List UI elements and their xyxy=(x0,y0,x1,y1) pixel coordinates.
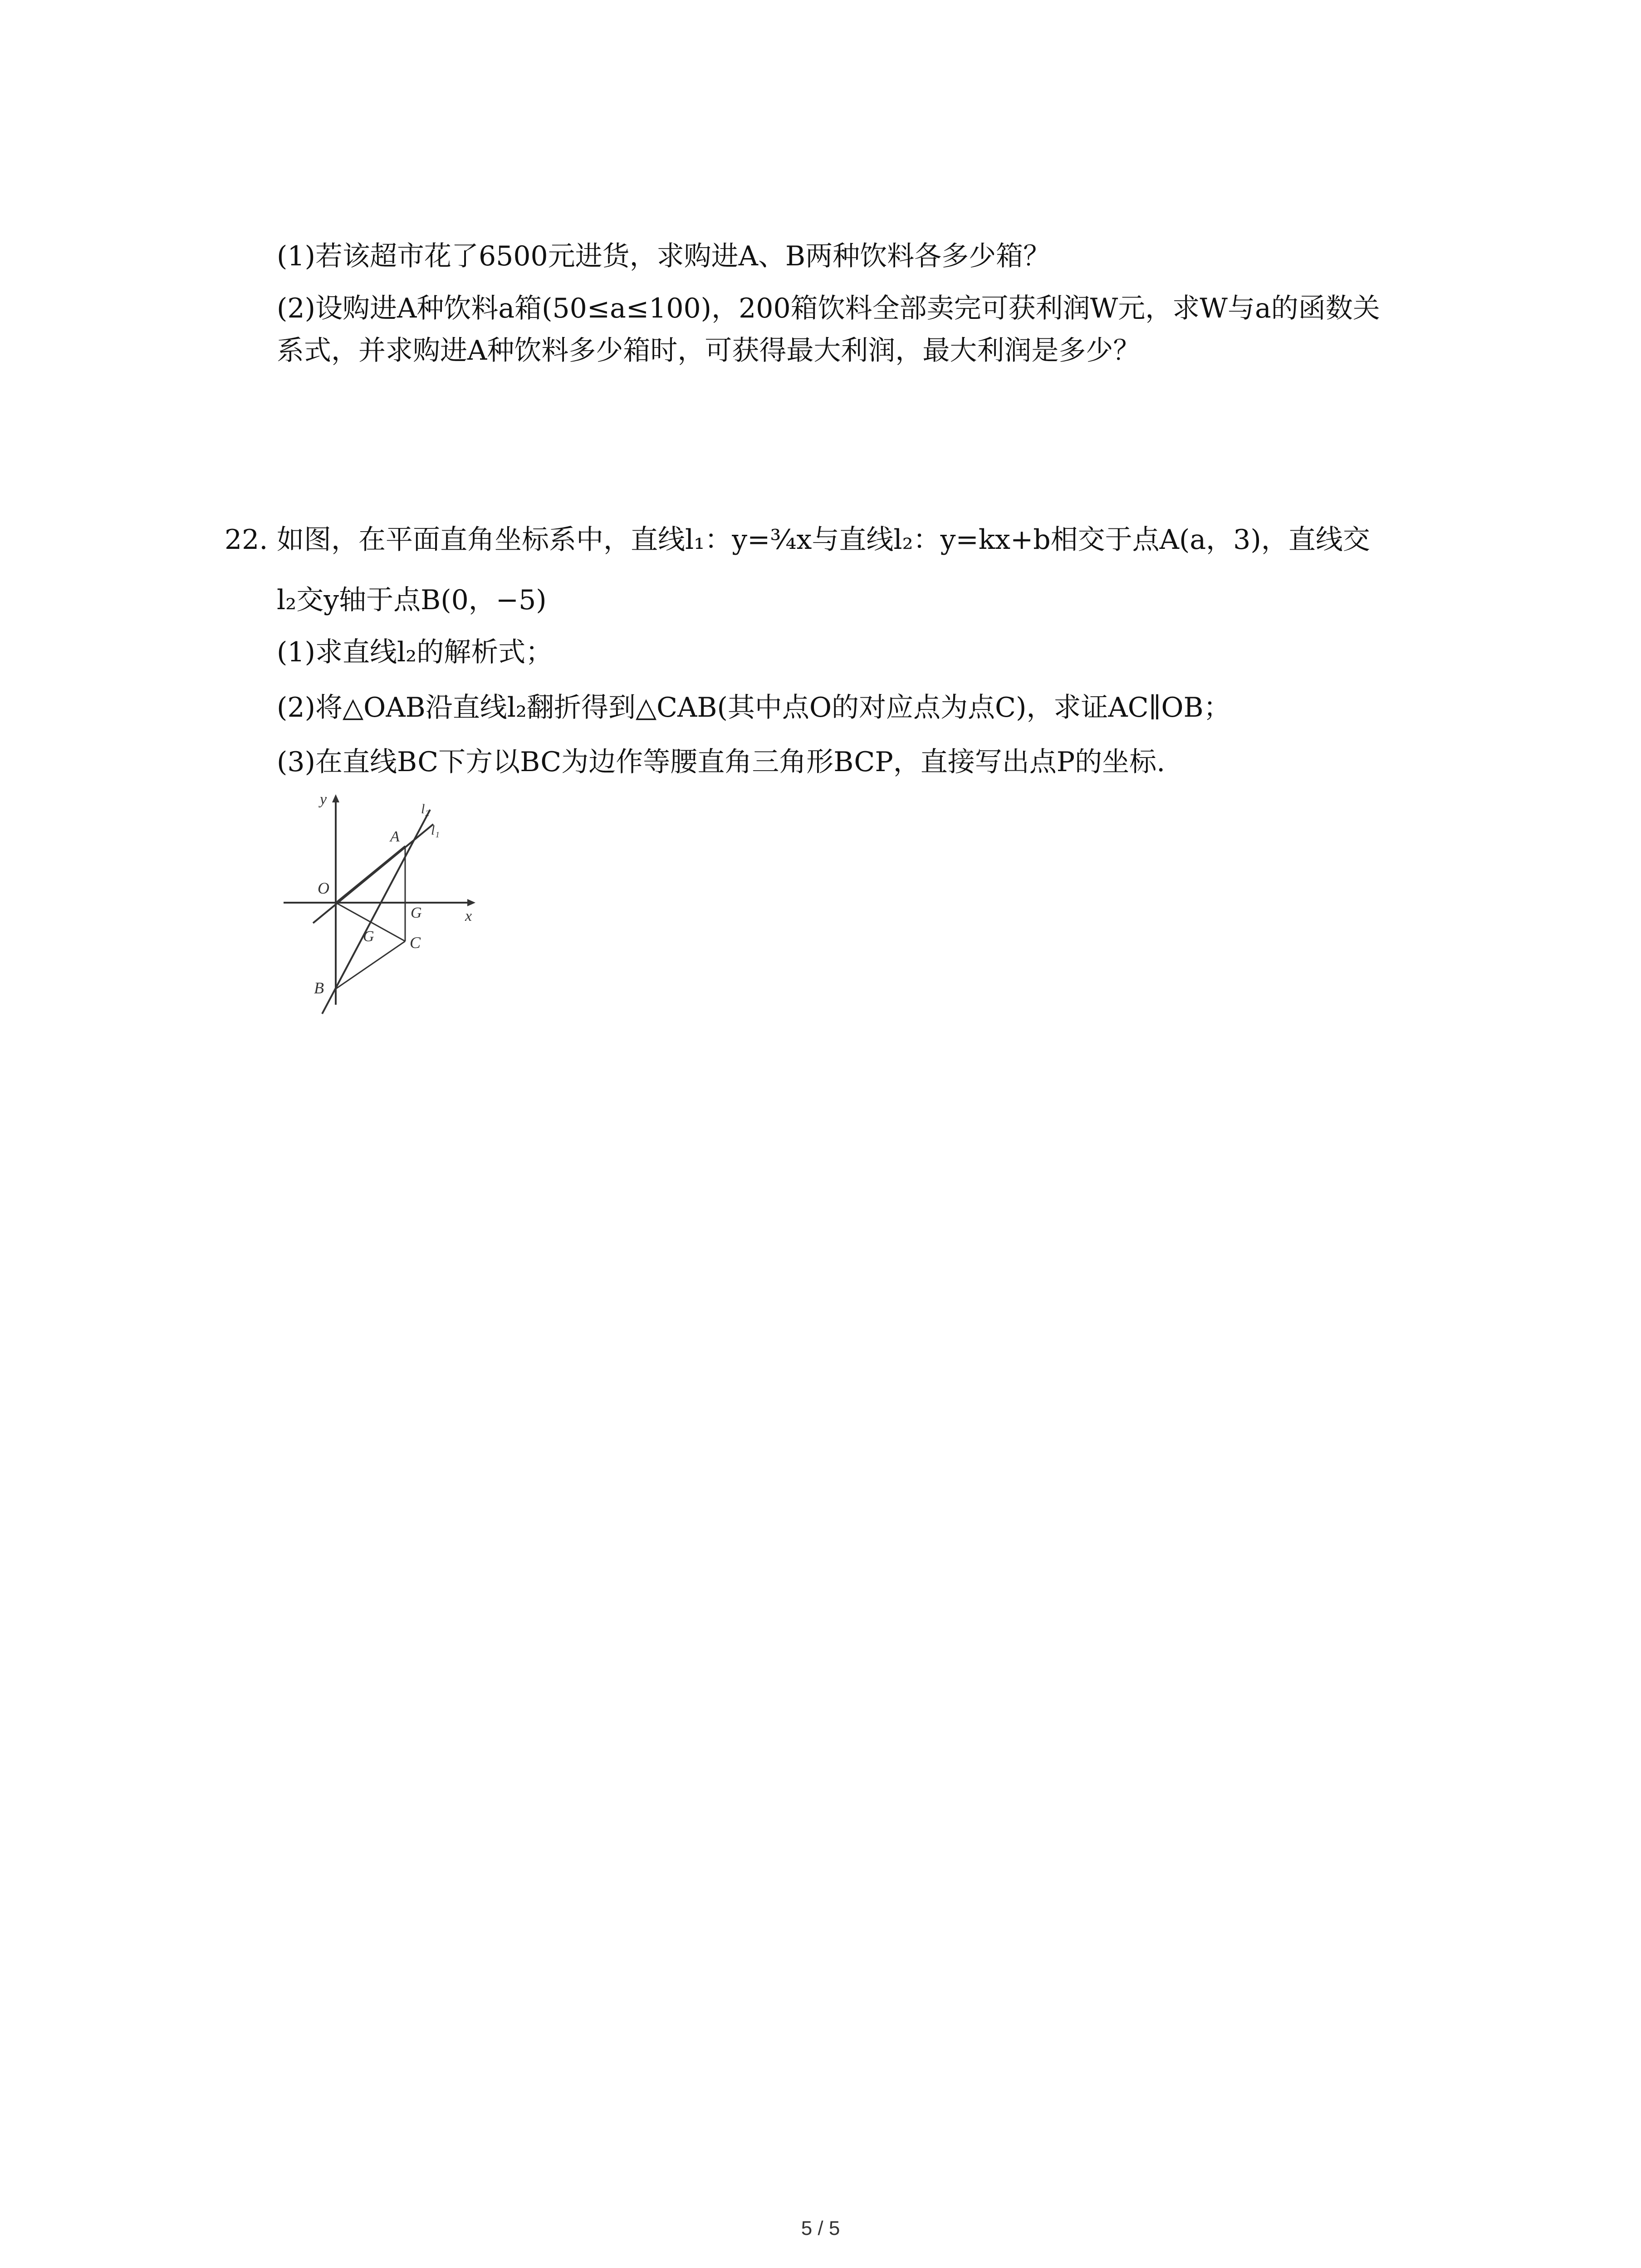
label-l2: l₂ xyxy=(421,802,430,816)
label-x: x xyxy=(465,908,472,924)
prev-question-part2-line2: 系式，并求购进A种饮料多少箱时，可获得最大利润，最大利润是多少？ xyxy=(277,335,1141,367)
x-axis-arrow xyxy=(467,899,475,906)
question-stem-line2: l₂交y轴于点B(0，−5) xyxy=(277,584,547,616)
label-g2: G xyxy=(363,928,374,945)
segment-bc xyxy=(336,941,405,989)
question-part1: (1)求直线l₂的解析式； xyxy=(277,636,553,668)
geometry-figure xyxy=(277,792,490,1018)
prev-question-part1: (1)若该超市花了6500元进货，求购进A、B两种饮料各多少箱？ xyxy=(277,240,1051,272)
segment-oa xyxy=(336,846,405,903)
label-o: O xyxy=(318,879,329,897)
label-l1: l₁ xyxy=(431,823,440,838)
page-number: 5 / 5 xyxy=(801,2217,840,2239)
question-stem-line1: 如图，在平面直角坐标系中，直线l₁：y=³⁄₄x与直线l₂：y=kx+b相交于点A(a，3)，直线交 xyxy=(277,524,1370,556)
label-a: A xyxy=(390,828,400,845)
label-c: C xyxy=(410,934,421,952)
question-part3: (3)在直线BC下方以BC为边作等腰直角三角形BCP，直接写出点P的坐标. xyxy=(277,746,1166,778)
label-b: B xyxy=(314,979,324,997)
question-part2: (2)将△OAB沿直线l₂翻折得到△CAB(其中点O的对应点为点C)，求证AC∥OB； xyxy=(277,692,1231,723)
question-number: 22. xyxy=(225,524,268,556)
y-axis-arrow xyxy=(332,794,339,802)
prev-question-part2-line1: (2)设购进A种饮料a箱(50≤a≤100)，200箱饮料全部卖完可获利润W元，求W与a的函数关 xyxy=(277,293,1380,324)
label-g1: G xyxy=(411,904,422,921)
label-y: y xyxy=(320,792,327,808)
